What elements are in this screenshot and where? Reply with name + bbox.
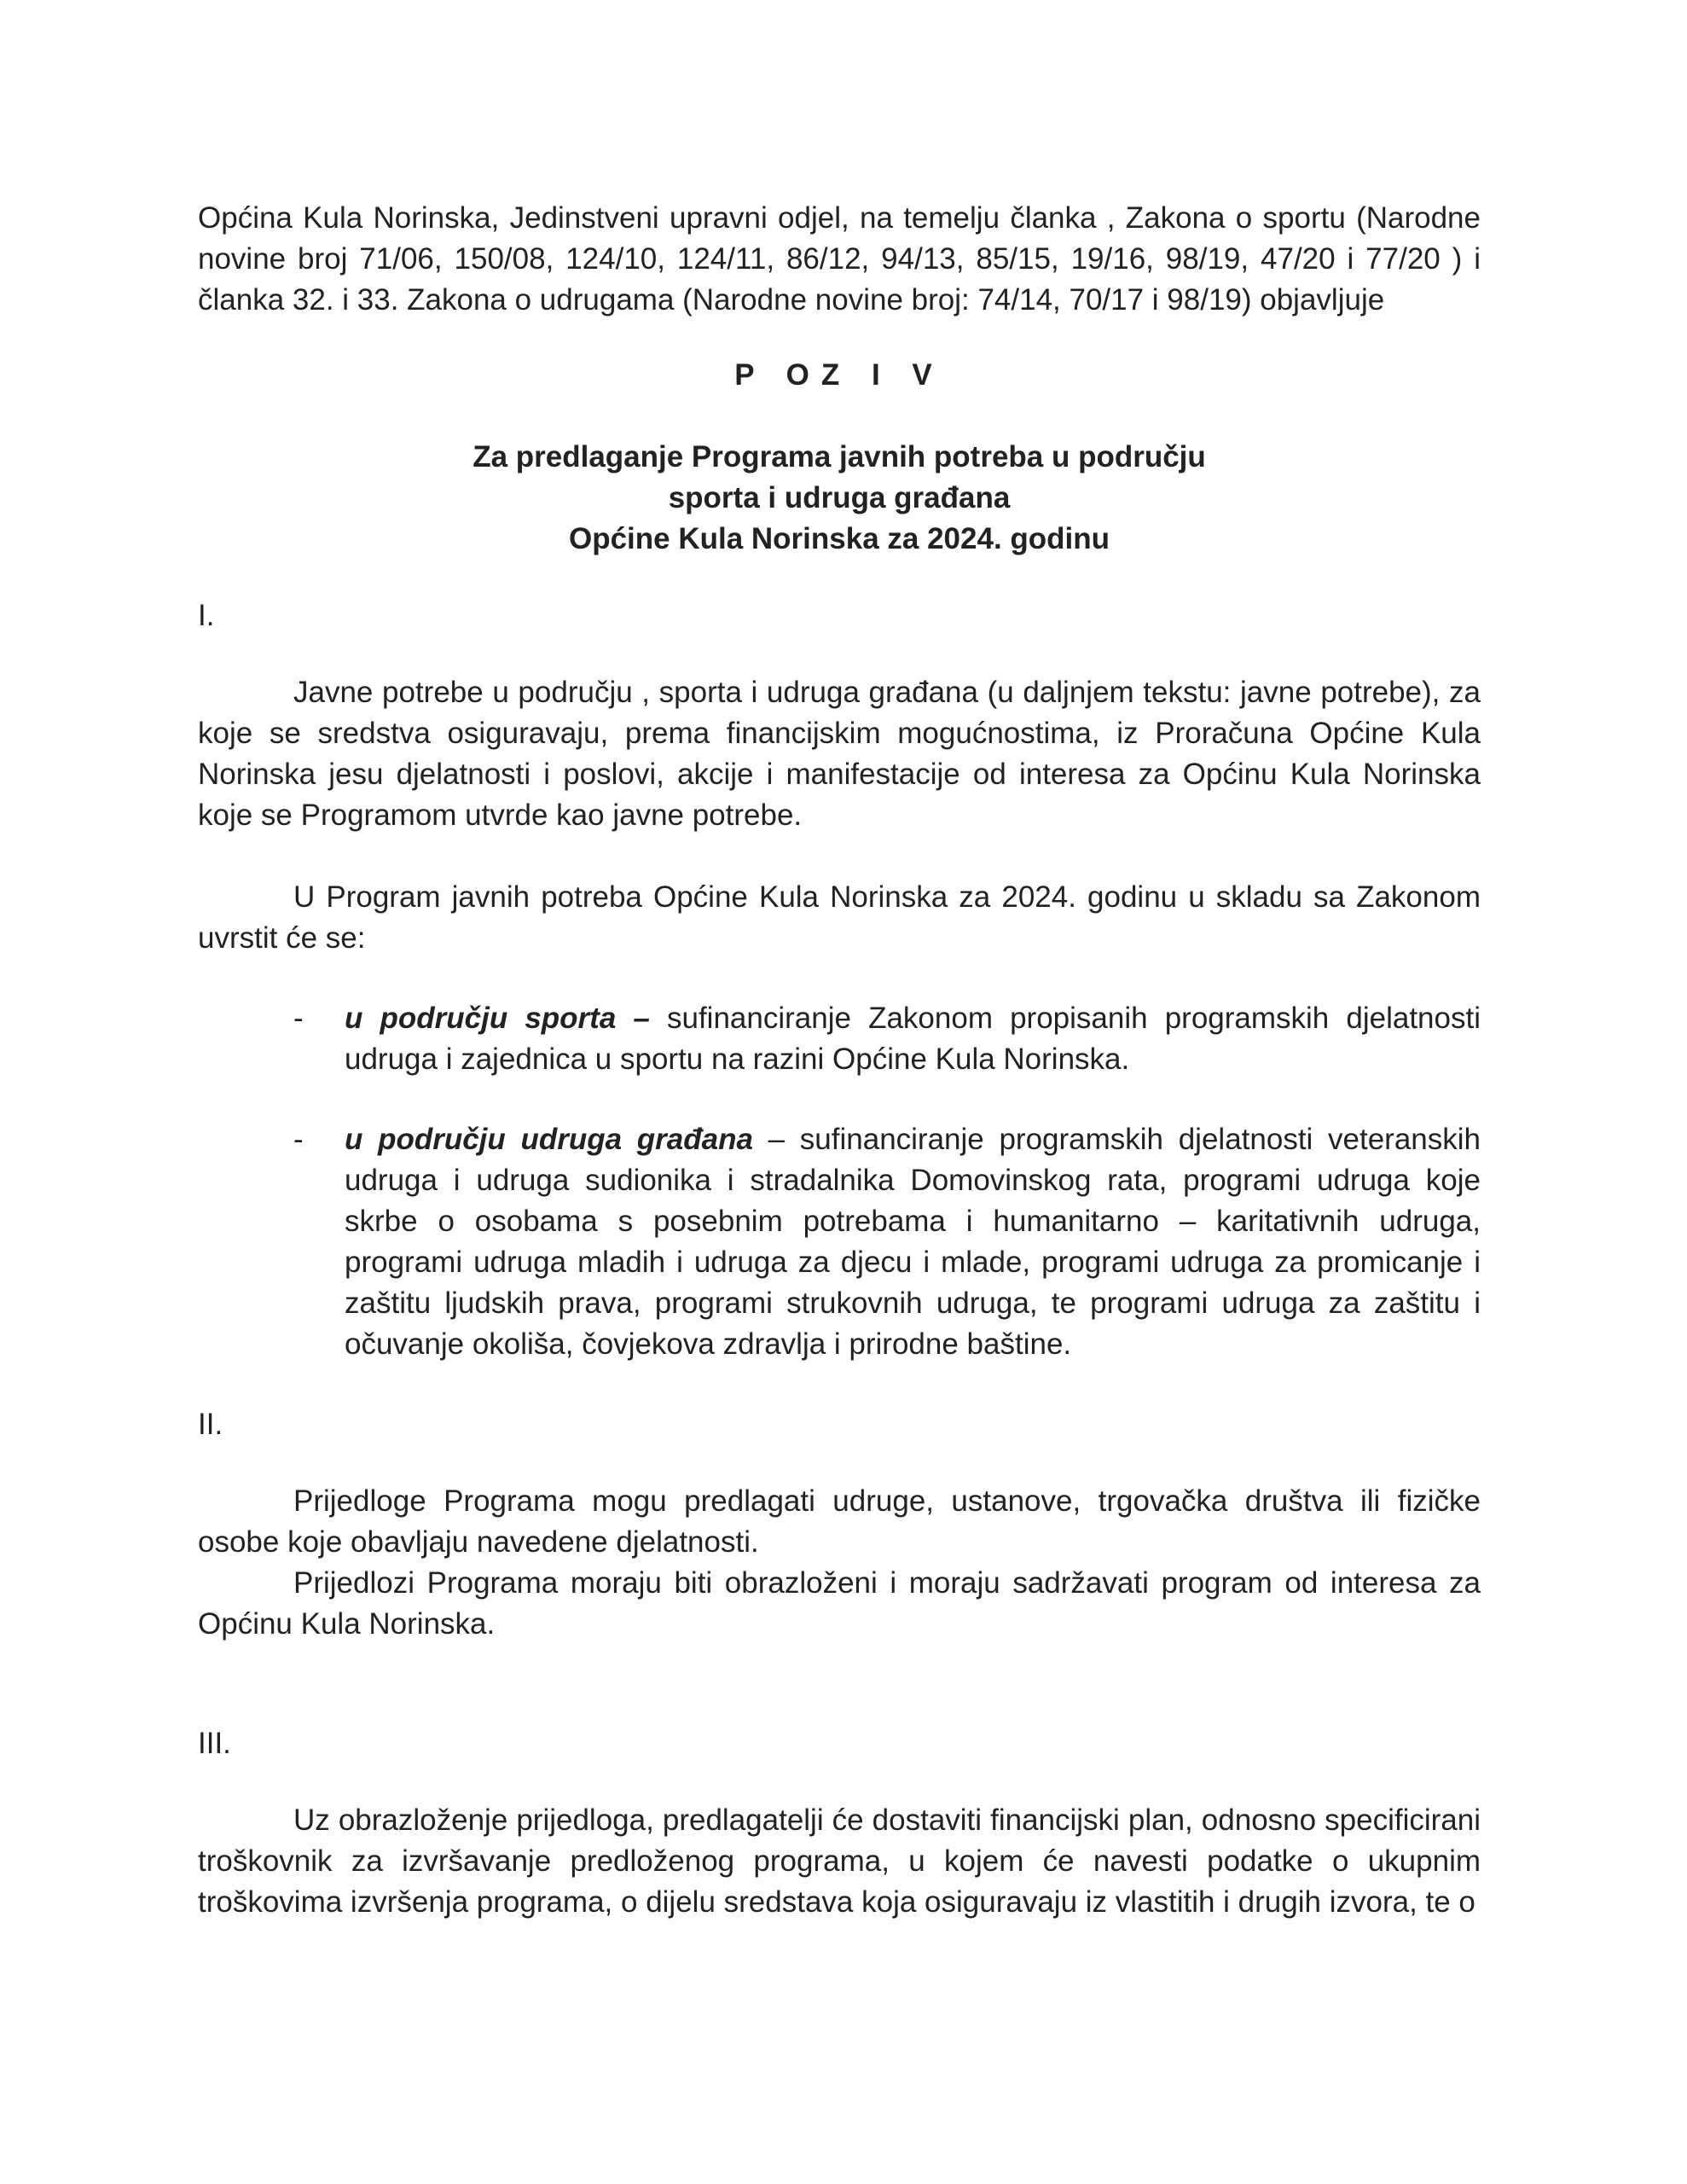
list-item-term: u području udruga građana — [345, 1123, 753, 1156]
section-1-number: I. — [198, 599, 215, 632]
subtitle-line-1: Za predlaganje Programa javnih potreba u području — [472, 440, 1206, 473]
list-item — [198, 998, 1481, 1080]
document-subtitle — [198, 437, 1481, 560]
document-title: P OZ I V — [734, 358, 944, 392]
section-1-list — [198, 998, 1481, 1365]
list-item-text: – sufinanciranje programskih djelatnosti veteranskih udruga i udruga sudionika i stradalnika Domovinskog rata, programi udruga koje skrbe o osobama s posebnim potrebama i humanitarno – karitativnih udruga, programi udruga mladih i udruga za djecu i mlade, programi udruga za promicanje i zaštitu ljudskih prava, programi strukovnih udruga, te programi udruga za zaštitu i očuvanje okoliša, čovjekova zdravlja i prirodne baštine. — [345, 1123, 1481, 1361]
list-item-text: sufinanciranje Zakonom propisanih programskih djelatnosti udruga i zajednica u sportu na razini Općine Kula Norinska. — [345, 1002, 1481, 1076]
list-item — [198, 1119, 1481, 1365]
section-2-paragraph-2: Prijedlozi Programa moraju biti obrazloženi i moraju sadržavati program od interesa za Općinu Kula Norinska. — [198, 1566, 1481, 1641]
section-1-paragraph-2: U Program javnih potreba Općine Kula Norinska za 2024. godinu u skladu sa Zakonom uvrstit će se: — [198, 880, 1481, 955]
intro-paragraph: Općina Kula Norinska, Jedinstveni upravni odjel, na temelju članka , Zakona o sportu (Narodne novine broj 71/06, 150/08, 124/10, 124/11, 86/12, 94/13, 85/15, 19/16, 98/19, 47/20 i 77/20 ) i članka 32. i 33. Zakona o udrugama (Narodne novine broj: 74/14, 70/17 i 98/19) objavljuje — [198, 201, 1481, 317]
document-page — [198, 198, 1481, 1923]
section-3-number: III. — [198, 1727, 231, 1760]
section-3-paragraph-1: Uz obrazloženje prijedloga, predlagatelji će dostaviti financijski plan, odnosno specificirani troškovnik za izvršavanje predloženog programa, u kojem će navesti podatke o ukupnim troškovima izvršenja programa, o dijelu sredstava koja osiguravaju iz vlastitih i drugih izvora, te o — [198, 1804, 1481, 1919]
section-1-paragraph-1: Javne potrebe u području , sporta i udruga građana (u daljnjem tekstu: javne potrebe), za koje se sredstva osiguravaju, prema financijskim mogućnostima, iz Proračuna Općine Kula Norinska jesu djelatnosti i poslovi, akcije i manifestacije od interesa za Općinu Kula Norinska koje se Programom utvrde kao javne potrebe. — [198, 676, 1481, 832]
subtitle-line-3: Općine Kula Norinska za 2024. godinu — [568, 522, 1110, 555]
subtitle-line-2: sporta i udruga građana — [668, 481, 1011, 514]
list-dash: - — [293, 1123, 304, 1156]
list-item-term: u području sporta – — [345, 1002, 650, 1035]
list-dash: - — [293, 1002, 304, 1035]
section-2-paragraph-1: Prijedloge Programa mogu predlagati udruge, ustanove, trgovačka društva ili fizičke osobe koje obavljaju navedene djelatnosti. — [198, 1484, 1481, 1559]
section-2-number: II. — [198, 1408, 223, 1441]
